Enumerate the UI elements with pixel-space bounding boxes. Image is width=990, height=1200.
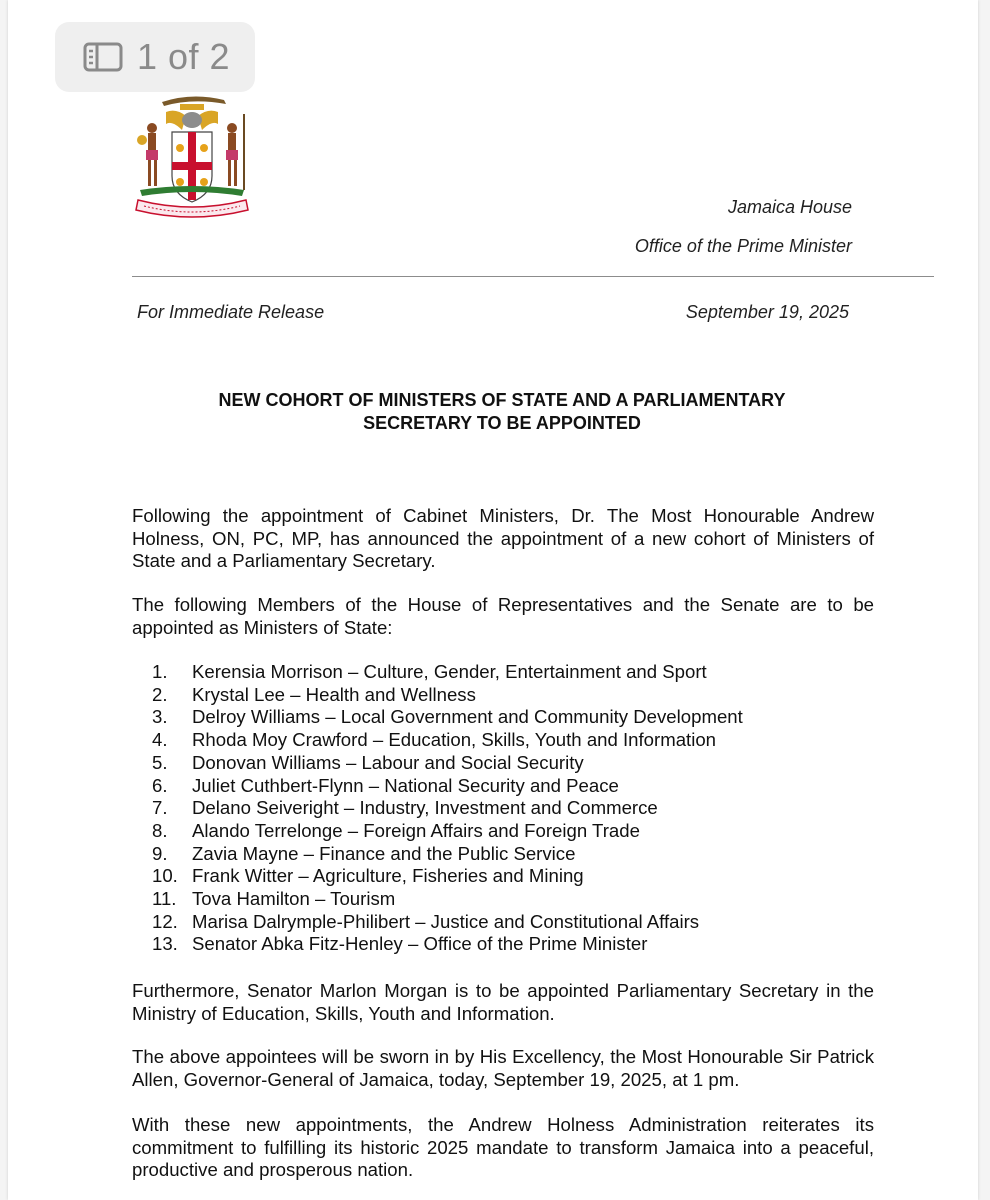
list-text: Krystal Lee – Health and Wellness bbox=[192, 683, 476, 705]
list-text: Senator Abka Fitz-Henley – Office of the Prime Minister bbox=[192, 933, 648, 955]
list-number: 9. bbox=[152, 842, 168, 864]
header-divider bbox=[132, 276, 934, 277]
list-item bbox=[152, 843, 892, 866]
list-number: 12. bbox=[152, 910, 178, 932]
list-item bbox=[152, 775, 892, 798]
page-indicator[interactable] bbox=[55, 22, 255, 92]
list-text: Juliet Cuthbert-Flynn – National Security and Peace bbox=[192, 774, 619, 796]
office-line-jamaica-house: Jamaica House bbox=[727, 197, 852, 217]
closing-paragraph: With these new appointments, the Andrew Holness Administration reiterates its commitment to fulfilling its historic 2025 mandate to transform Jamaica into a peaceful, productive and prosperous nation. bbox=[132, 1114, 874, 1181]
headline-line-1: NEW COHORT OF MINISTERS OF STATE AND A PARLIAMENTARY bbox=[218, 390, 786, 410]
list-text: Delroy Williams – Local Government and Community Development bbox=[192, 706, 743, 728]
list-number: 8. bbox=[152, 819, 168, 841]
list-item bbox=[152, 752, 892, 775]
list-item bbox=[152, 865, 892, 888]
swearing-in-paragraph: The above appointees will be sworn in by His Excellency, the Most Honourable Sir Patrick Allen, Governor-General of Jamaica, today, September 19, 2025, at 1 pm. bbox=[132, 1046, 874, 1090]
list-text: Alando Terrelonge – Foreign Affairs and Foreign Trade bbox=[192, 819, 640, 841]
list-item bbox=[152, 820, 892, 843]
list-number: 6. bbox=[152, 774, 168, 796]
release-date: September 19, 2025 bbox=[685, 302, 849, 322]
list-item bbox=[152, 661, 892, 684]
office-address bbox=[635, 188, 852, 266]
page-count: 1 of 2 bbox=[137, 36, 231, 77]
parliamentary-secretary-paragraph: Furthermore, Senator Marlon Morgan is to be appointed Parliamentary Secretary in the Ministry of Education, Skills, Youth and Information. bbox=[132, 980, 874, 1024]
headline-line-2: SECRETARY TO BE APPOINTED bbox=[363, 413, 641, 433]
list-item bbox=[152, 797, 892, 820]
sidebar-panel-icon[interactable] bbox=[83, 42, 123, 72]
intro-paragraph: Following the appointment of Cabinet Ministers, Dr. The Most Honourable Andrew Holness, ON, PC, MP, has announced the appointment of a new cohort of Ministers of State and a Parliamentary Secretary. bbox=[132, 505, 874, 572]
list-text: Frank Witter – Agriculture, Fisheries and Mining bbox=[192, 865, 584, 887]
list-number: 2. bbox=[152, 683, 168, 705]
list-number: 13. bbox=[152, 933, 178, 955]
list-item bbox=[152, 911, 892, 934]
list-number: 4. bbox=[152, 729, 168, 751]
list-text: Rhoda Moy Crawford – Education, Skills, Youth and Information bbox=[192, 729, 717, 751]
list-number: 5. bbox=[152, 751, 168, 773]
list-text: Donovan Williams – Labour and Social Security bbox=[192, 751, 584, 773]
list-number: 10. bbox=[152, 865, 178, 887]
list-item bbox=[152, 729, 892, 752]
list-text: Marisa Dalrymple-Philibert – Justice and Constitutional Affairs bbox=[192, 910, 700, 932]
list-text: Kerensia Morrison – Culture, Gender, Entertainment and Sport bbox=[192, 661, 707, 682]
list-text: Tova Hamilton – Tourism bbox=[192, 888, 396, 910]
press-release-headline bbox=[132, 389, 872, 435]
release-label: For Immediate Release bbox=[137, 302, 325, 322]
list-text: Zavia Mayne – Finance and the Public Service bbox=[192, 842, 576, 864]
list-text: Delano Seiveright – Industry, Investment and Commerce bbox=[192, 797, 658, 819]
office-line-opm: Office of the Prime Minister bbox=[634, 236, 852, 256]
coat-of-arms-icon bbox=[126, 90, 258, 222]
list-number: 1. bbox=[152, 661, 168, 682]
list-item bbox=[152, 706, 892, 729]
list-number: 11. bbox=[152, 888, 177, 910]
list-item bbox=[152, 933, 892, 956]
list-number: 7. bbox=[152, 797, 168, 819]
document-page bbox=[8, 0, 978, 1200]
list-item bbox=[152, 888, 892, 911]
list-intro-paragraph: The following Members of the House of Representatives and the Senate are to be appointed as Ministers of State: bbox=[132, 594, 874, 638]
list-number: 3. bbox=[152, 706, 168, 728]
list-item bbox=[152, 684, 892, 707]
ministers-of-state-list bbox=[152, 661, 892, 956]
